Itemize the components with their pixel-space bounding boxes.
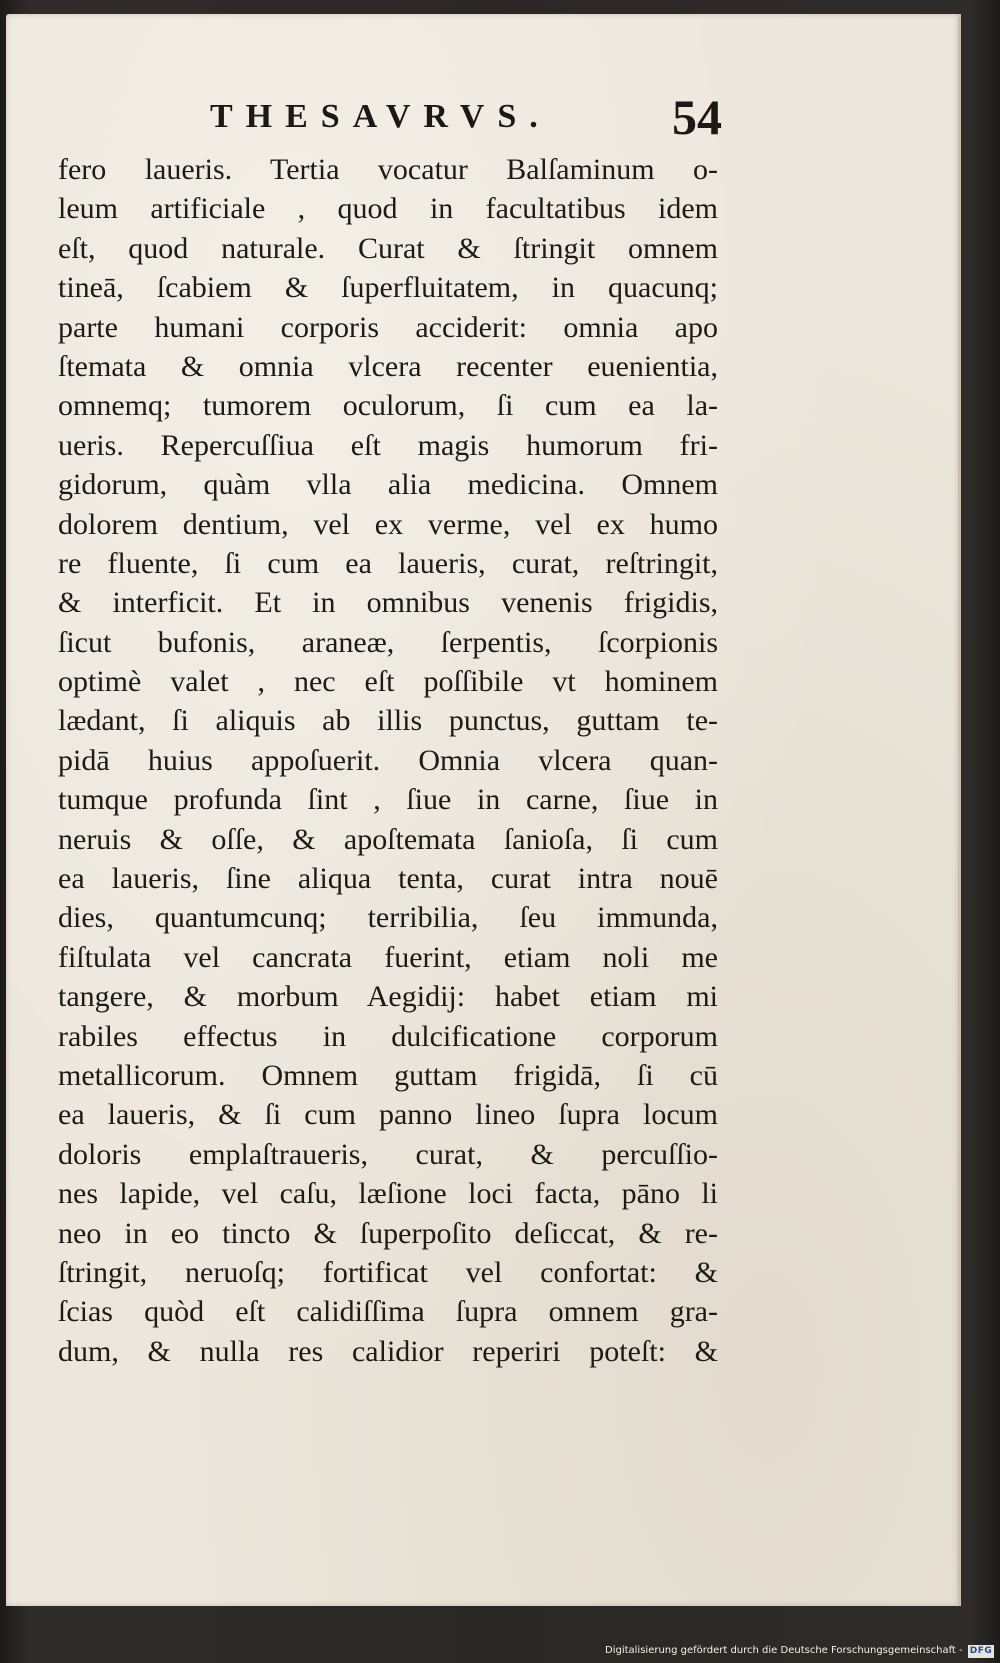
text-line: neo in eo tincto & ſuperpoſito deſiccat, & re-: [58, 1216, 718, 1250]
text-line: lædant, ſi aliquis ab illis punctus, guttam te-: [58, 704, 718, 738]
text-line: rabiles effectus in dulcificatione corporum: [58, 1019, 718, 1053]
text-line: dum, & nulla res calidior reperiri poteſt: &: [58, 1334, 718, 1368]
text-line: metallicorum. Omnem guttam frigidā, ſi cū: [58, 1058, 718, 1092]
text-line: omnemq; tumorem oculorum, ſi cum ea la-: [58, 389, 718, 423]
text-line: eſt, quod naturale. Curat & ſtringit omnem: [58, 231, 718, 265]
running-head: THESAVRVS.: [210, 98, 551, 135]
text-line: ueris. Repercuſſiua eſt magis humorum fri-: [58, 428, 718, 462]
text-line: leum artificiale , quod in facultatibus idem: [58, 192, 718, 226]
text-line: nes lapide, vel caſu, læſione loci facta, pāno li: [58, 1177, 718, 1211]
text-line: pidā huius appoſuerit. Omnia vlcera quan-: [58, 743, 718, 777]
page-edge: [958, 14, 961, 1606]
text-line: ſtemata & omnia vlcera recenter euenientia,: [58, 349, 718, 383]
text-line: re fluente, ſi cum ea laueris, curat, reſtringit,: [58, 546, 718, 580]
text-line: fero laueris. Tertia vocatur Balſaminum o-: [58, 153, 718, 186]
text-line: & interficit. Et in omnibus venenis frigidis,: [58, 586, 718, 620]
text-line: ſcias quòd eſt calidiſſima ſupra omnem gra-: [58, 1295, 718, 1329]
text-line: tangere, & morbum Aegidij: habet etiam mi: [58, 980, 718, 1014]
body-text: [58, 150, 718, 1371]
dfg-logo: DFG: [969, 1646, 993, 1656]
text-line: doloris emplaſtraueris, curat, & percuſſio-: [58, 1137, 718, 1171]
text-line: dolorem dentium, vel ex verme, vel ex humo: [58, 507, 718, 541]
digitization-credit: Digitalisierung gefördert durch die Deutsche Forschungsgemeinschaft -: [605, 1645, 963, 1656]
text-line: ea laueris, ſine aliqua tenta, curat intra nouē: [58, 862, 718, 896]
text-line: fiſtulata vel cancrata fuerint, etiam noli me: [58, 940, 718, 974]
text-line: dies, quantumcunq; terribilia, ſeu immunda,: [58, 901, 718, 935]
text-line: parte humani corporis acciderit: omnia apo: [58, 310, 718, 344]
text-line: optimè valet , nec eſt poſſibile vt hominem: [58, 665, 718, 699]
text-line: tumque profunda ſint , ſiue in carne, ſiue in: [58, 783, 718, 817]
text-line: ſtringit, neruoſq; fortificat vel confortat: &: [58, 1255, 718, 1289]
text-line: ſicut bufonis, araneæ, ſerpentis, ſcorpionis: [58, 625, 718, 659]
page-number: 54: [672, 89, 722, 145]
text-line: neruis & oſſe, & apoſtemata ſanioſa, ſi cum: [58, 822, 718, 856]
text-line: ea laueris, & ſi cum panno lineo ſupra locum: [58, 1098, 718, 1132]
text-line: tineā, ſcabiem & ſuperfluitatem, in quacunq;: [58, 271, 718, 305]
text-line: gidorum, quàm vlla alia medicina. Omnem: [58, 468, 718, 502]
